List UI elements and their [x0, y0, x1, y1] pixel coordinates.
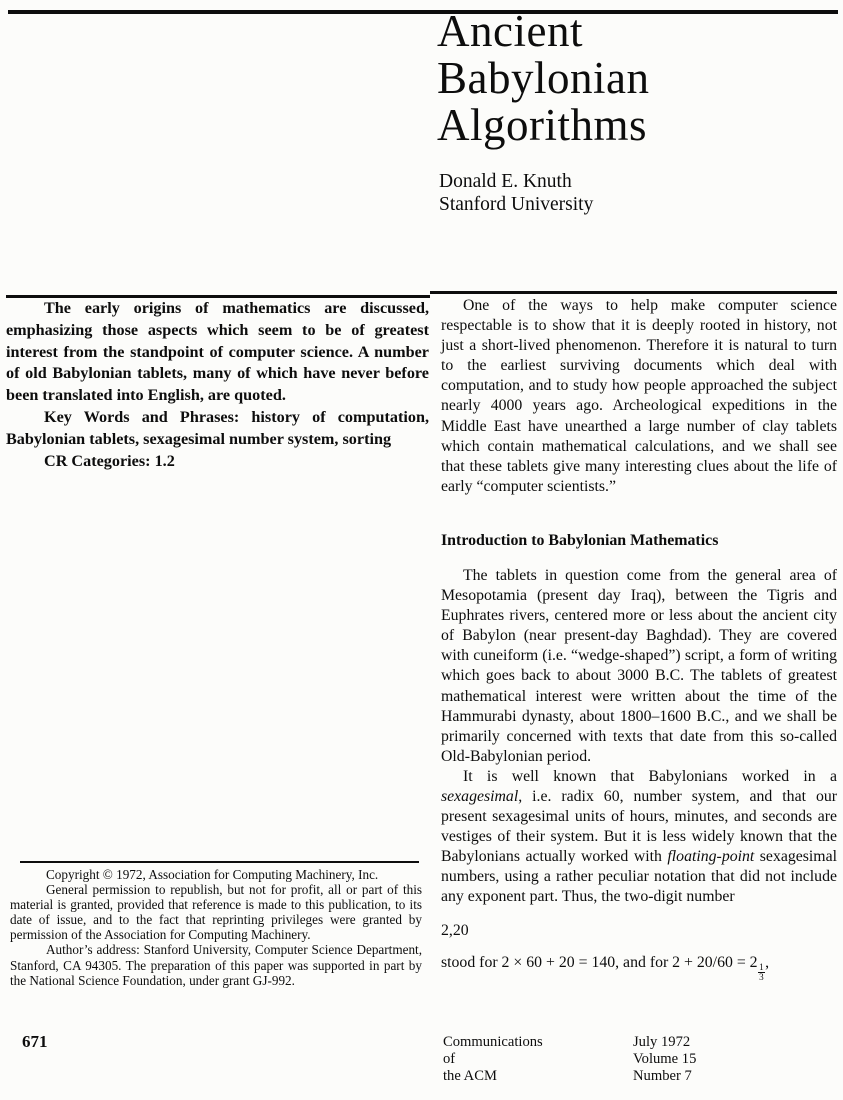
abstract-section: [6, 298, 429, 472]
abstract-text: The early origins of mathematics are discussed, emphasizing those aspects which seem to be of greatest interest from the standpoint of computer science. A number of old Babylonian tablets, many of which have never before been translated into English, are quoted.: [6, 299, 429, 405]
title-line-1: Ancient: [437, 6, 583, 56]
journal-name-block: [443, 1034, 633, 1085]
title-line-2: Babylonian: [437, 53, 650, 103]
value-line: stood for 2 × 60 + 20 = 140, and for 2 + 20/60 = 2 $\frac{1}{3}$ ,: [441, 953, 770, 983]
page-number: 671: [22, 1032, 48, 1051]
author-block: [439, 171, 593, 216]
journal-line-2: of: [443, 1051, 456, 1067]
tablets-paragraph: The tablets in question come from the general area of Mesopotamia (present day Iraq), between the Tigris and Euphrates rivers, centered more or less about the ancient city of Babylon (near present-day Baghdad). They are covered with cuneiform (i.e. “wedge-shaped”) script, a form of writing which goes back to about 3000 B.C. The tablets of greatest mathematical interest were written about the time of the Hammurabi dynasty, about 1800–1600 B.C., and we shall be primarily concerned with texts that date from this so-called Old-Babylonian period.: [441, 566, 837, 765]
journal-footer: [443, 1034, 837, 1085]
footnote-section: [10, 867, 422, 988]
top-rule: [8, 10, 838, 14]
footnote-rule: [20, 861, 419, 863]
author-affiliation: Stanford University: [439, 193, 594, 215]
author-name: Donald E. Knuth: [439, 171, 572, 192]
footnote-address: Author’s address: Stanford University, Computer Science Department, Stanford, CA 94305. The preparation of this paper was supported in part by the National Science Foundation, under grant GJ-992.: [10, 942, 422, 988]
issue-date: July 1972: [633, 1034, 691, 1050]
article-column: [441, 296, 837, 983]
abstract-categories: CR Categories: 1.2: [44, 451, 175, 470]
section-heading: Introduction to Babylonian Mathematics: [441, 531, 719, 549]
sexagesimal-paragraph: It is well known that Babylonians worked in a sexagesimal, i.e. radix 60, number system, and that our present sexagesimal units of hours, minutes, and seconds are vestiges of their system. But it is less widely known that the Babylonians actually worked with floating-point sexagesimal numbers, using a rather peculiar notation that did not include any exponent part. Thus, the two-digit number: [441, 767, 837, 906]
title-line-3: Algorithms: [437, 100, 648, 150]
abstract-keywords: Key Words and Phrases: history of computation, Babylonian tablets, sexagesimal number system, sorting: [6, 407, 429, 448]
journal-line-3: the ACM: [443, 1068, 497, 1084]
footnote-copyright: Copyright © 1972, Association for Computing Machinery, Inc.: [46, 867, 379, 882]
footnote-permission: General permission to republish, but not for profit, all or part of this material is granted, provided that reference is made to this publication, to its date of issue, and to the fact that reprinting privileges were granted by permission of the Association for Computing Machinery.: [10, 882, 422, 943]
display-number: 2,20: [441, 921, 469, 939]
issue-volume: Volume 15: [633, 1051, 697, 1067]
journal-line-1: Communications: [443, 1034, 543, 1050]
issue-info-block: [633, 1034, 696, 1085]
opening-paragraph: One of the ways to help make computer science respectable is to show that it is deeply rooted in history, not just a short-lived phenomenon. Therefore it is natural to turn to the earliest surviving documents which deal with computation, and to study how people approached the subject nearly 4000 years ago. Archeological expeditions in the Middle East have unearthed a large number of clay tablets which contain mathematical calculations, and we shall see that these tablets give many interesting clues about the life of early “computer scientists.”: [441, 297, 837, 495]
article-title: [437, 8, 649, 149]
issue-number: Number 7: [633, 1068, 692, 1084]
column-divider-rule: [430, 291, 837, 294]
